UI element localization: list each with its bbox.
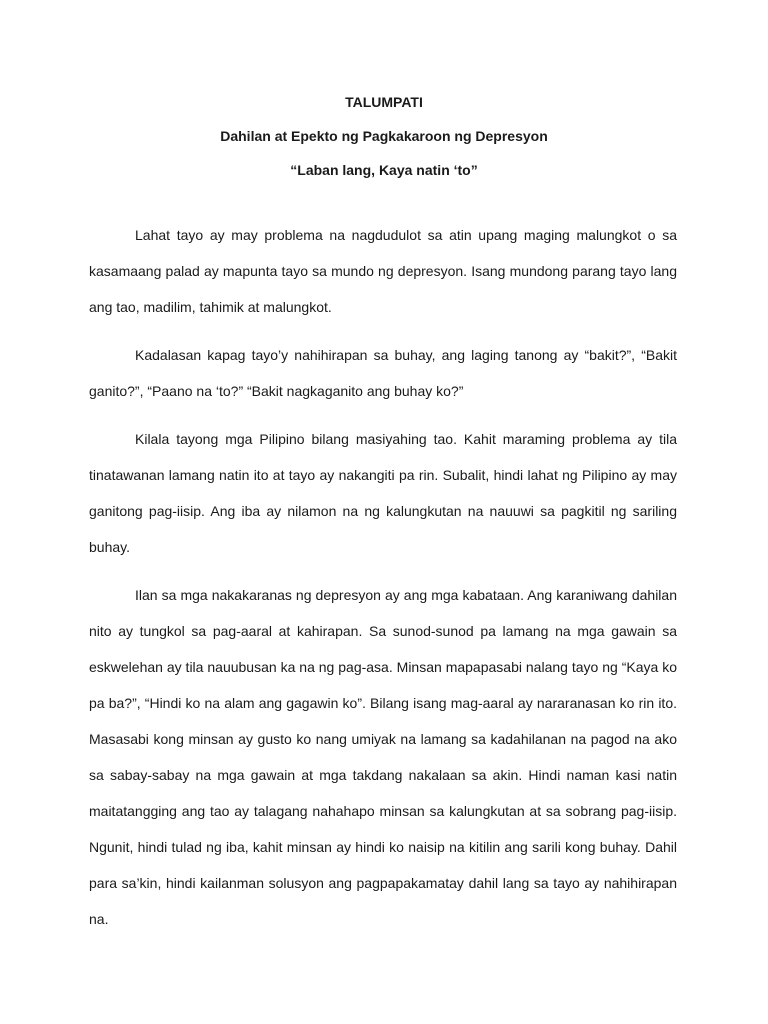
document-motto: “Laban lang, Kaya natin ‘to”	[290, 162, 478, 178]
paragraph-2: Kadalasan kapag tayo’y nahihirapan sa buhay, ang laging tanong ay “bakit?”, “Bakit ganito?”, “Paano na ‘to?” “Bakit nagkaganito ang buhay ko?”	[89, 347, 677, 399]
paragraph-3: Kilala tayong mga Pilipino bilang masiyahing tao. Kahit maraming problema ay tila tinatawanan lamang natin ito at tayo ay nakangiti pa rin. Subalit, hindi lahat ng Pilipino ay may ganitong pag-iisip. Ang iba ay nilamon na ng kalungkutan na nauuwi sa pagkitil ng sariling buhay.	[89, 431, 677, 555]
paragraph-4: Ilan sa mga nakakaranas ng depresyon ay ang mga kabataan. Ang karaniwang dahilan nito ay tungkol sa pag-aaral at kahirapan. Sa sunod-sunod pa lamang na mga gawain sa eskwelehan ay tila nauubusan ka na ng pag-asa. Minsan mapapasabi nalang tayo ng “Kaya ko pa ba?”, “Hindi ko na alam ang gagawin ko”. Bilang isang mag-aaral ay nararanasan ko rin ito. Masasabi kong minsan ay gusto ko nang umiyak na lamang sa kadahilanan na pagod na ako sa sabay-sabay na mga gawain at mga takdang nakalaan sa akin. Hindi naman kasi natin maitatangging ang tao ay talagang nahahapo minsan sa kalungkutan at sa sobrang pag-iisip. Ngunit, hindi tulad ng iba, kahit minsan ay hindi ko naisip na kitilin ang sarili kong buhay. Dahil para sa’kin, hindi kailanman solusyon ang pagpapakamatay dahil lang sa tayo ay nahihirapan na.	[89, 587, 677, 927]
document-title: TALUMPATI	[345, 94, 423, 110]
document-subtitle: Dahilan at Epekto ng Pagkakaroon ng Depresyon	[220, 128, 548, 144]
paragraph-1: Lahat tayo ay may problema na nagdudulot sa atin upang maging malungkot o sa kasamaang palad ay mapunta tayo sa mundo ng depresyon. Isang mundong parang tayo lang ang tao, madilim, tahimik at malungkot.	[89, 227, 677, 315]
